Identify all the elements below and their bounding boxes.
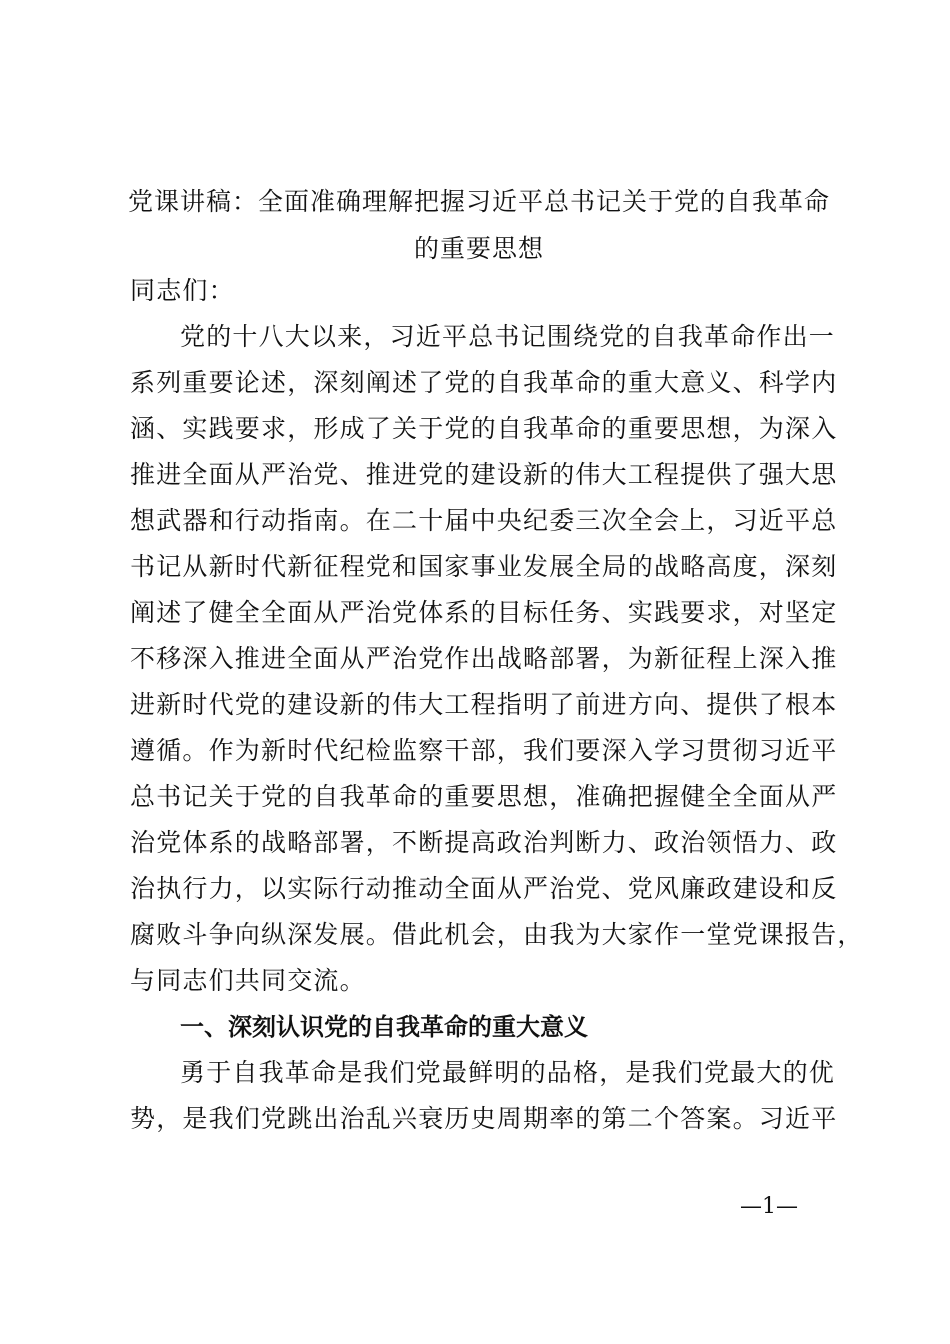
paragraph-line: 势，是我们党跳出治乱兴衰历史周期率的第二个答案。习近平 <box>130 1104 838 1133</box>
section-heading-1: 一、深刻认识党的自我革命的重大意义 <box>180 1013 588 1041</box>
paragraph-line: 书记从新时代新征程党和国家事业发展全局的战略高度，深刻 <box>130 552 838 581</box>
paragraph-line: 系列重要论述，深刻阐述了党的自我革命的重大意义、科学内 <box>130 368 838 397</box>
paragraph-line: 治执行力，以实际行动推动全面从严治党、党风廉政建设和反 <box>130 874 838 903</box>
paragraph-line: 治党体系的战略部署，不断提高政治判断力、政治领悟力、政 <box>130 828 838 857</box>
salutation-text: 同志们： <box>130 276 235 305</box>
title-line-1: 党课讲稿：全面准确理解把握习近平总书记关于党的自我革命 <box>127 187 830 216</box>
paragraph-line: 勇于自我革命是我们党最鲜明的品格，是我们党最大的优 <box>180 1058 836 1087</box>
paragraph-line: 阐述了健全全面从严治党体系的目标任务、实践要求，对坚定 <box>130 598 838 627</box>
paragraph-line: 想武器和行动指南。在二十届中央纪委三次全会上，习近平总 <box>130 506 838 535</box>
paragraph-line: 与同志们共同交流。 <box>130 966 366 995</box>
paragraph-line: 不移深入推进全面从严治党作出战略部署，为新征程上深入推 <box>130 644 838 673</box>
paragraph-line: 推进全面从严治党、推进党的建设新的伟大工程提供了强大思 <box>130 460 838 489</box>
paragraph-intro <box>130 314 864 1004</box>
title-line-2: 的重要思想 <box>413 234 544 263</box>
paragraph-line: 涵、实践要求，形成了关于党的自我革命的重要思想，为深入 <box>130 414 838 443</box>
salutation <box>130 268 830 314</box>
page-number: —1— <box>740 1194 798 1219</box>
paragraph-line: 进新时代党的建设新的伟大工程指明了前进方向、提供了根本 <box>130 690 838 719</box>
document-title <box>118 178 840 272</box>
paragraph-line: 总书记关于党的自我革命的重要思想，准确把握健全全面从严 <box>130 782 838 811</box>
paragraph-section-1 <box>130 1050 838 1142</box>
paragraph-line: 遵循。作为新时代纪检监察干部，我们要深入学习贯彻习近平 <box>130 736 838 765</box>
document-body <box>130 268 864 1142</box>
paragraph-line: 腐败斗争向纵深发展。借此机会，由我为大家作一堂党课报告， <box>130 920 864 949</box>
paragraph-line: 党的十八大以来，习近平总书记围绕党的自我革命作出一 <box>180 322 836 351</box>
